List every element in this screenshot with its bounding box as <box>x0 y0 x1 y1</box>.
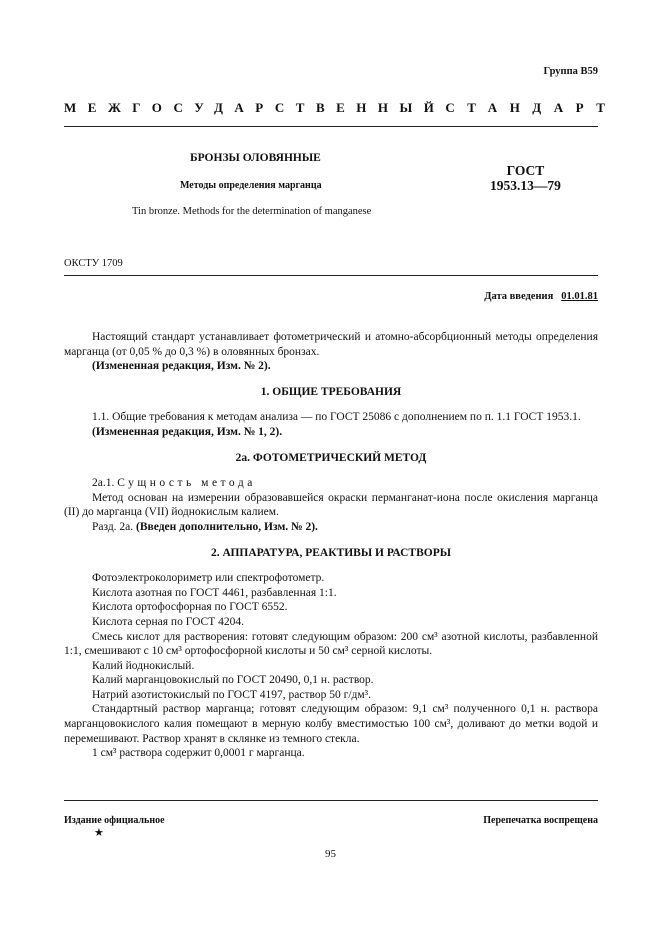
reagent-item: Кислота азотная по ГОСТ 4461, разбавленная 1:1. <box>92 586 337 599</box>
reagent-item: Кислота ортофосфорная по ГОСТ 6552. <box>92 601 288 614</box>
section-2a-essence-label: Сущность метода <box>117 477 256 490</box>
footer-rule <box>64 800 598 801</box>
section-2a-heading: 2а. ФОТОМЕТРИЧЕСКИЙ МЕТОД <box>235 451 427 464</box>
section-1-paragraph: 1.1. Общие требования к методам анализа — по ГОСТ 25086 с дополнением по п. 1.1 ГОСТ 1953.1. <box>92 411 581 424</box>
intro-edit-note: (Измененная редакция, Изм. № 2). <box>92 360 271 373</box>
section-2a-note-text: (Введен дополнительно, Изм. № 2). <box>136 520 318 533</box>
reprint-prohibited-label: Перепечатка воспрещена <box>483 815 598 826</box>
section-1-heading: 1. ОБЩИЕ ТРЕБОВАНИЯ <box>260 385 402 398</box>
document-body <box>64 330 598 761</box>
okstu-code: ОКСТУ 1709 <box>64 258 123 269</box>
gost-number: 1953.13—79 <box>490 178 561 193</box>
document-subtitle: Методы определения марганца <box>180 180 322 191</box>
intro-date <box>484 291 598 302</box>
interstate-standard-banner <box>64 100 618 116</box>
section-2a-note <box>64 520 598 535</box>
section-2a-paragraph: Метод основан на измерении образовавшейся окраски перманганат-иона после окисления марганца (II) до марганца (VII) йоднокислым калием. <box>64 491 598 519</box>
acid-mixture-paragraph: Смесь кислот для растворения: готовят следующим образом: 200 см³ азотной кислоты, разбавленной 1:1, смешивают с 10 см³ ортофосфорной кислоты и 50 см³ серной кислоты. <box>64 630 598 658</box>
group-code: Группа В59 <box>543 66 598 77</box>
reagent-item: Фотоэлектроколориметр или спектрофотометр. <box>92 572 325 585</box>
section-1-edit-note: (Измененная редакция, Изм. № 1, 2). <box>92 425 283 438</box>
intro-paragraph: Настоящий стандарт устанавливает фотометрический и атомно-абсорбционный методы определения марганца (от 0,05 % до 0,3 %) в оловянных бронзах. <box>64 331 598 358</box>
reagent-item: Калий йоднокислый. <box>92 659 195 672</box>
section-2a-number: 2а.1. <box>92 477 115 490</box>
gost-label: ГОСТ <box>506 163 545 178</box>
reagent-item: Кислота серная по ГОСТ 4204. <box>92 615 244 628</box>
reagent-item: Калий марганцовокислый по ГОСТ 20490, 0,1 н. раствор. <box>92 674 374 687</box>
okstu-rule <box>64 275 598 276</box>
standard-label: СТАНДАРТ <box>445 100 618 115</box>
concentration-paragraph: 1 см³ раствора содержит 0,0001 г марганца. <box>92 747 305 760</box>
section-2a-essence <box>64 476 598 491</box>
document-title: БРОНЗЫ ОЛОВЯННЫЕ <box>190 152 321 164</box>
intro-date-label: Дата введения <box>484 291 554 302</box>
interstate-label: МЕЖГОСУДАРСТВЕННЫЙ <box>64 100 446 115</box>
english-title: Tin bronze. Methods for the determination of manganese <box>132 206 372 217</box>
reagent-item: Натрий азотистокислый по ГОСТ 4197, раствор 50 г/дм³. <box>92 688 371 701</box>
page-number: 95 <box>325 848 336 860</box>
star-icon: ★ <box>94 827 104 839</box>
gost-designation <box>490 163 561 193</box>
standard-solution-paragraph: Стандартный раствор марганца; готовят следующим образом: 9,1 см³ полученного 0,1 н. раствора марганцовокислого калия помещают в мерную колбу вместимостью 100 см³, доливают до метки водой и перемешивают. Раствор хранят в склянке из темного стекла. <box>64 703 598 745</box>
official-edition-label: Издание официальное <box>64 815 165 826</box>
section-2-heading: 2. АППАРАТУРА, РЕАКТИВЫ И РАСТВОРЫ <box>210 546 452 559</box>
intro-date-value: 01.01.81 <box>561 291 598 302</box>
header-rule <box>64 126 598 127</box>
section-2a-note-prefix: Разд. 2а. <box>92 520 134 533</box>
